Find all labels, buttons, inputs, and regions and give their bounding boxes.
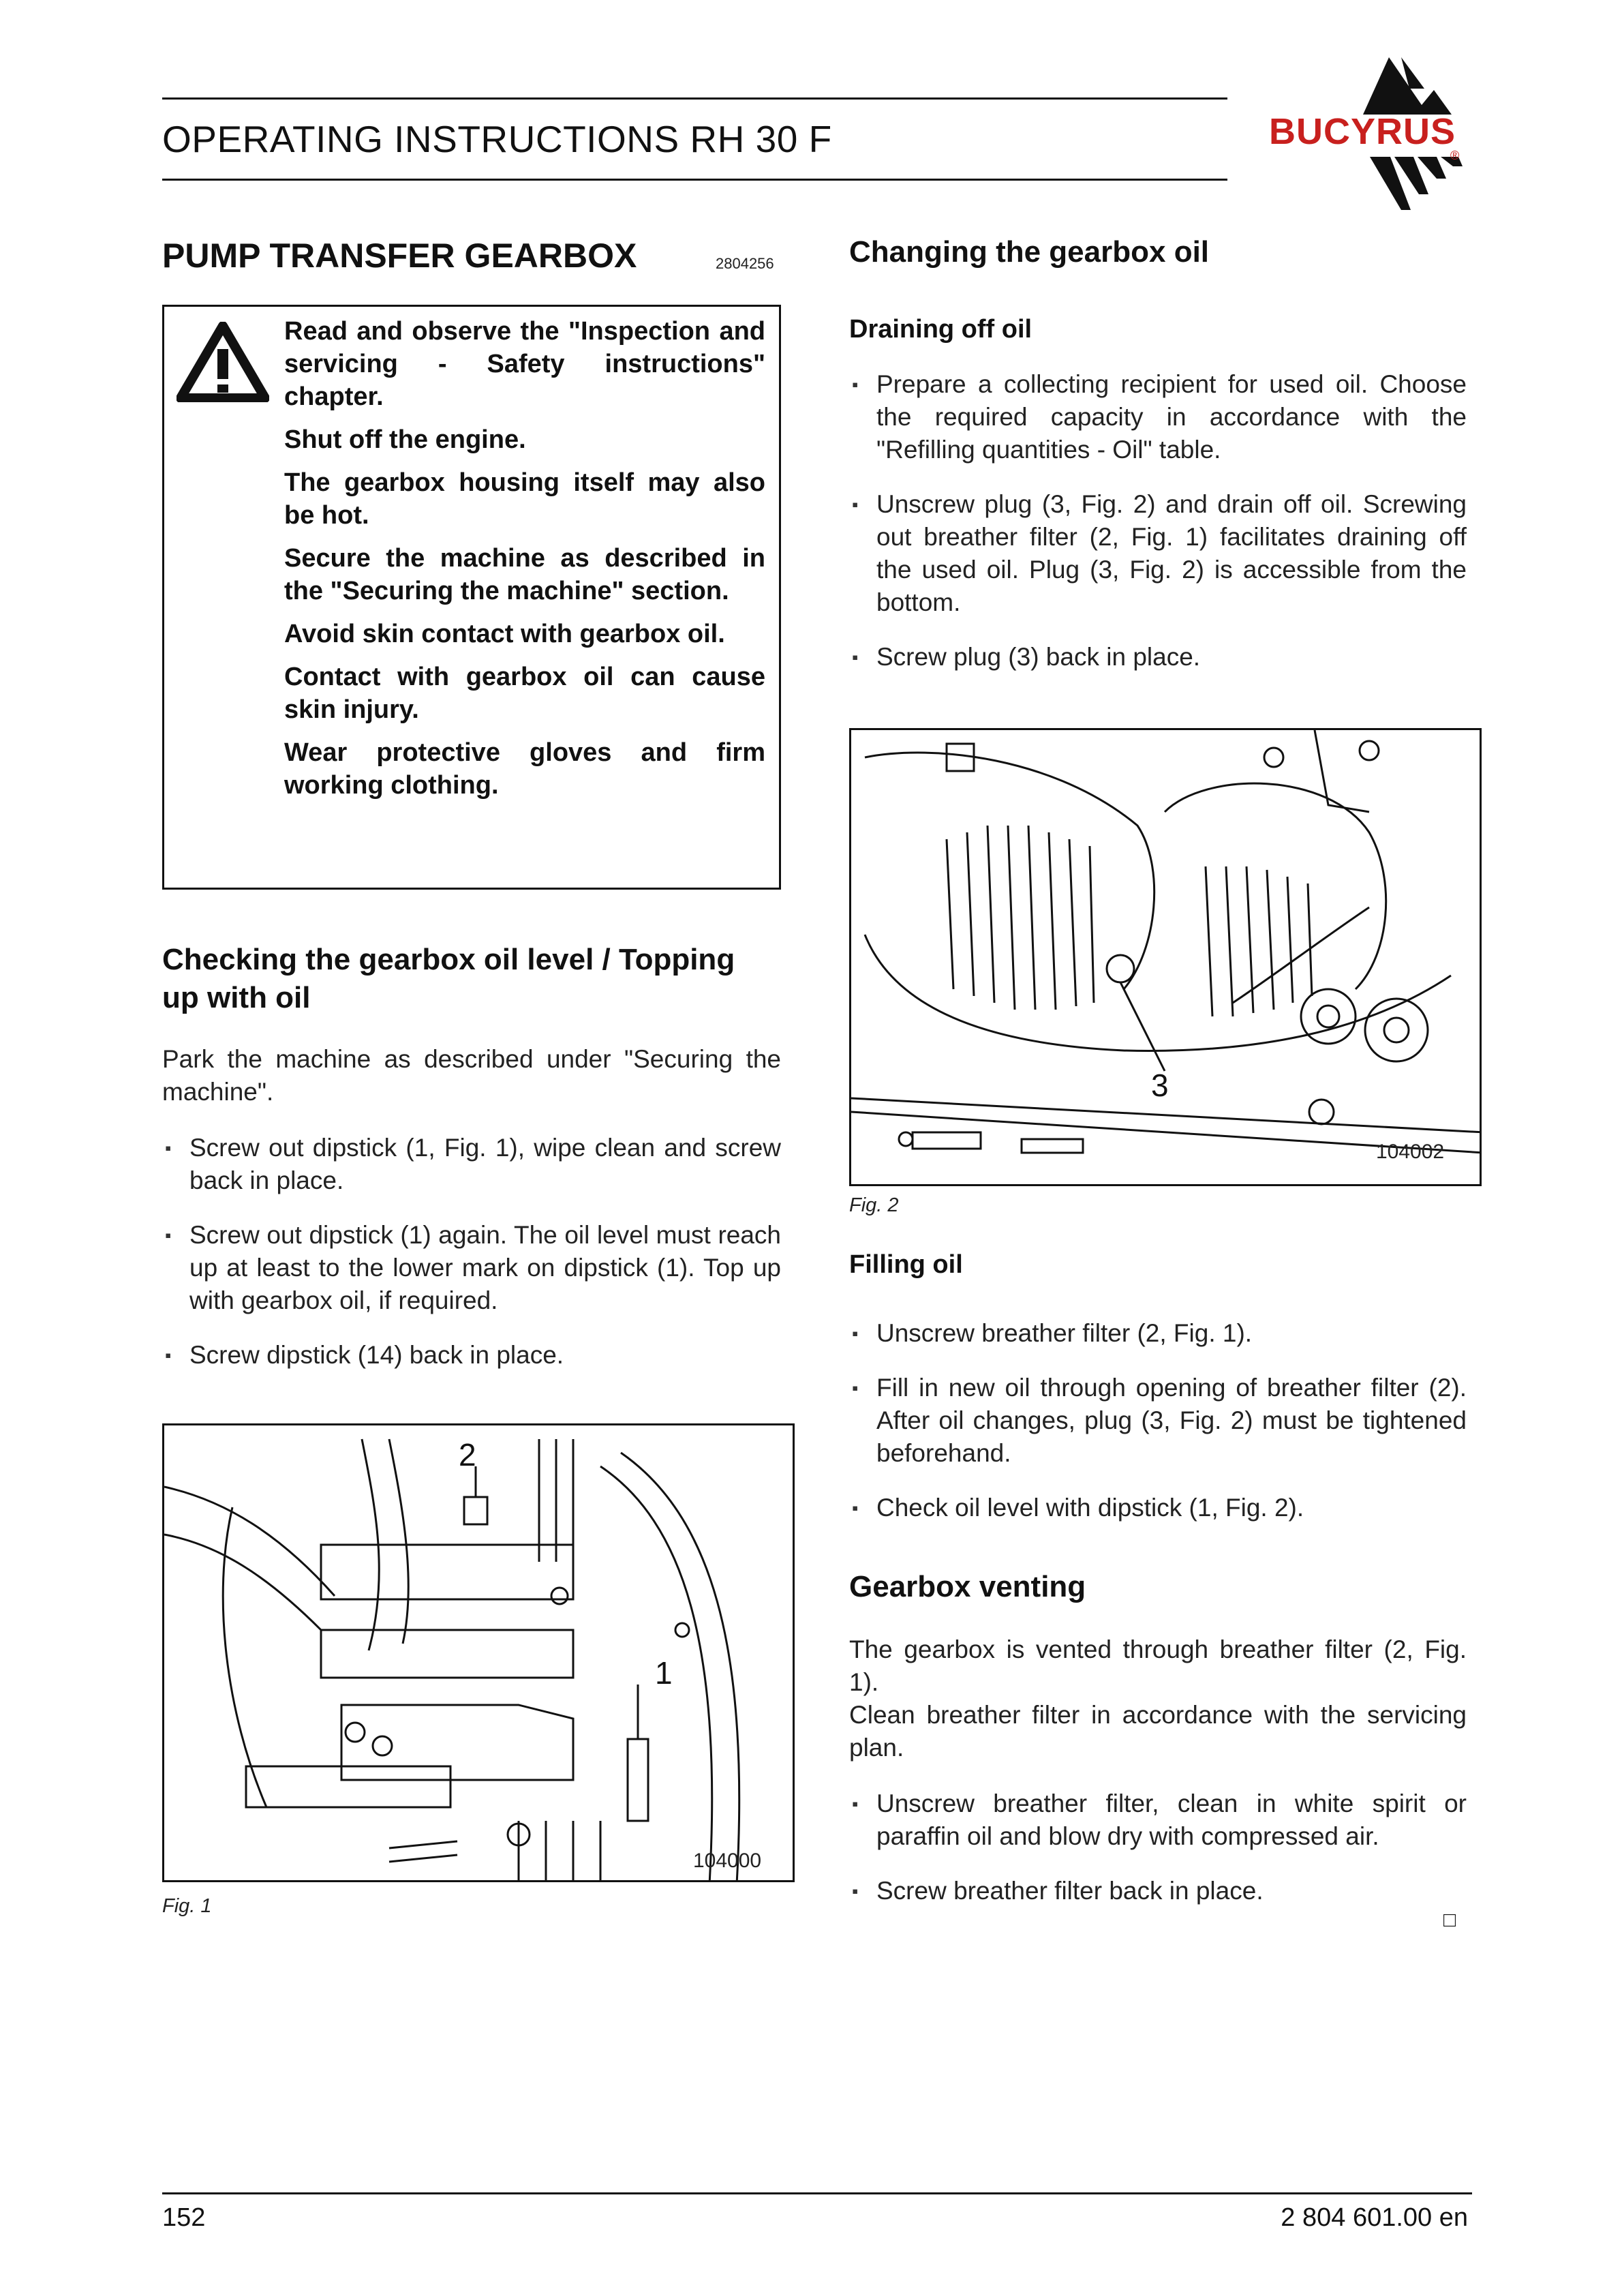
warning-line: The gearbox housing itself may also be hot. — [284, 468, 765, 530]
section-doc-number: 2804256 — [716, 255, 774, 272]
list-item: ▪ Screw out dipstick (1, Fig. 1), wipe clean and screw back in place. — [162, 1132, 781, 1197]
list-item: ▪ Screw breather filter back in place. — [849, 1875, 1467, 1907]
filling-bullets — [849, 1317, 1467, 1546]
warning-triangle-icon — [177, 322, 269, 402]
checking-heading: Checking the gearbox oil level / Topping up with oil — [162, 943, 735, 1014]
page-number: 152 — [162, 2203, 206, 2232]
bucyrus-logo — [1268, 55, 1527, 218]
figure-2-callout-3: 3 — [1151, 1068, 1169, 1103]
gearbox-dipstick-drawing — [164, 1425, 795, 1882]
figure-1-illustration — [162, 1423, 795, 1882]
warning-line: Avoid skin contact with gearbox oil. — [284, 620, 725, 648]
safety-warning-box — [162, 305, 781, 890]
draining-heading: Draining off oil — [849, 315, 1032, 344]
venting-heading: Gearbox venting — [849, 1570, 1086, 1603]
logo-registered-mark: ® — [1450, 149, 1460, 162]
list-item: ▪ Screw plug (3) back in place. — [849, 641, 1467, 674]
warning-line: Read and observe the "Inspection and servicing - Safety instructions" chapter. — [284, 317, 765, 411]
venting-para-1: The gearbox is vented through breather filter (2, Fig. 1). — [849, 1635, 1467, 1696]
list-item: ▪ Screw dipstick (14) back in place. — [162, 1339, 781, 1372]
list-item: ▪ Fill in new oil through opening of breather filter (2). After oil changes, plug (3, Fig. 2) must be tightened beforehand. — [849, 1372, 1467, 1470]
figure-1-callout-1: 1 — [655, 1655, 673, 1691]
header-title: OPERATING INSTRUCTIONS RH 30 F — [162, 118, 832, 160]
figure-2-illustration — [849, 728, 1482, 1186]
figure-1-caption: Fig. 1 — [162, 1895, 212, 1917]
list-item: ▪ Unscrew breather filter, clean in white spirit or paraffin oil and blow dry with compressed air. — [849, 1787, 1467, 1853]
list-item: ▪ Unscrew breather filter (2, Fig. 1). — [849, 1317, 1467, 1350]
section-title: PUMP TRANSFER GEARBOX — [162, 237, 637, 275]
warning-line: Secure the machine as described in the "Securing the machine" section. — [284, 544, 765, 605]
checking-intro: Park the machine as described under "Securing the machine". — [162, 1045, 781, 1106]
figure-2-number: 104002 — [1376, 1141, 1445, 1163]
footer-rule — [162, 2192, 1472, 2194]
warning-line: Wear protective gloves and firm working clothing. — [284, 738, 765, 800]
header-top-rule — [162, 97, 1227, 100]
list-item: ▪ Check oil level with dipstick (1, Fig. 2). — [849, 1492, 1467, 1524]
venting-bullets — [849, 1787, 1467, 1929]
filling-heading: Filling oil — [849, 1250, 963, 1279]
figure-1-callout-2: 2 — [459, 1437, 476, 1472]
figure-1-number: 104000 — [693, 1849, 762, 1872]
header-bottom-rule — [162, 179, 1227, 181]
gearbox-drain-plug-drawing — [851, 730, 1482, 1186]
draining-bullets — [849, 368, 1467, 695]
list-item: ▪ Unscrew plug (3, Fig. 2) and drain off oil. Screwing out breather filter (2, Fig. 1) facilitates draining off the used oil. Plug (3, Fig. 2) is accessible from the bottom. — [849, 488, 1467, 619]
document-reference: 2 804 601.00 en — [1281, 2203, 1468, 2232]
figure-2-caption: Fig. 2 — [849, 1194, 899, 1216]
warning-line: Contact with gearbox oil can cause skin injury. — [284, 663, 765, 724]
end-of-section-mark: □ — [1443, 1909, 1456, 1931]
warning-lines — [284, 315, 765, 812]
warning-line: Shut off the engine. — [284, 425, 526, 454]
logo-wordmark: BUCYRUS — [1269, 111, 1456, 152]
checking-bullets — [162, 1132, 781, 1393]
changing-heading: Changing the gearbox oil — [849, 235, 1210, 269]
list-item: ▪ Screw out dipstick (1) again. The oil level must reach up at least to the lower mark on dipstick (1). Top up with gearbox oil, if required. — [162, 1219, 781, 1317]
list-item: ▪ Prepare a collecting recipient for used oil. Choose the required capacity in accordance with the "Refilling quantities - Oil" table. — [849, 368, 1467, 466]
venting-para-2: Clean breather filter in accordance with the servicing plan. — [849, 1701, 1467, 1762]
